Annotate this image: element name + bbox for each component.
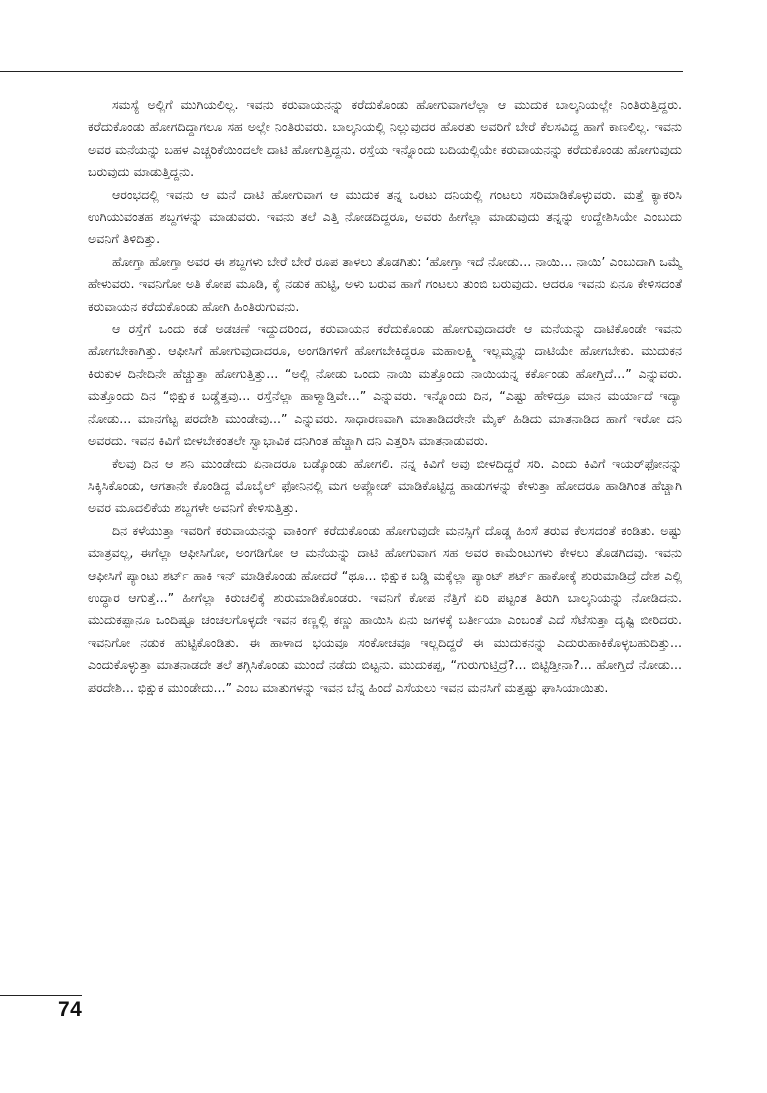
paragraph: ಆರಂಭದಲ್ಲಿ ಇವನು ಆ ಮನೆ ದಾಟಿ ಹೋಗುವಾಗ ಆ ಮುದುಕ ತನ್ನ ಒರಟು ದನಿಯಲ್ಲಿ ಗಂಟಲು ಸರಿಮಾಡಿಕೊಳ್ಳುವರು. ಮತ್ತೆ ಕ್ಯಾಕರಿಸಿ ಉಗಿಯುವಂತಹ ಶಬ್ದಗಳನ್ನು ಮಾಡುವರು. ಇವನು ತಲೆ ಎತ್ತಿ ನೋಡದಿದ್ದರೂ, ಅವರು ಹೀಗೆಲ್ಲಾ ಮಾಡುವುದು ತನ್ನನ್ನು ಉದ್ದೇಶಿಸಿಯೇ ಎಂಬುದು ಅವನಿಗೆ ತಿಳಿದಿತ್ತು.	[88, 186, 682, 247]
paragraph: ಸಮಸ್ಯೆ ಅಲ್ಲಿಗೆ ಮುಗಿಯಲಿಲ್ಲ. ಇವನು ಕರುವಾಯನನ್ನು ಕರೆದುಕೊಂಡು ಹೋಗುವಾಗಲೆಲ್ಲಾ ಆ ಮುದುಕ ಬಾಲ್ಕನಿಯಲ್ಲೇ ನಿಂತಿರುತ್ತಿದ್ದರು. ಕರೆದುಕೊಂಡು ಹೋಗದಿದ್ದಾಗಲೂ ಸಹ ಅಲ್ಲೇ ನಿಂತಿರುವರು. ಬಾಲ್ಕನಿಯಲ್ಲಿ ನಿಲ್ಲುವುದರ ಹೊರತು ಅವರಿಗೆ ಬೇರೆ ಕೆಲಸವಿದ್ದ ಹಾಗೆ ಕಾಣಲಿಲ್ಲ. ಇವನು ಅವರ ಮನೆಯನ್ನು ಬಹಳ ಎಚ್ಚರಿಕೆಯಿಂದಲೇ ದಾಟಿ ಹೋಗುತ್ತಿದ್ದನು. ರಸ್ತೆಯ ಇನ್ನೊಂದು ಬದಿಯಲ್ಲಿಯೇ ಕರುವಾಯನನ್ನು ಕರೆದುಕೊಂಡು ಹೋಗುವುದು ಬರುವುದು ಮಾಡುತ್ತಿದ್ದನು.	[88, 97, 682, 180]
footer-rule	[0, 995, 82, 996]
header-rule	[0, 71, 683, 72]
paragraph: ದಿನ ಕಳೆಯುತ್ತಾ ಇವರಿಗೆ ಕರುವಾಯನನ್ನು ವಾಕಿಂಗ್ ಕರೆದುಕೊಂಡು ಹೋಗುವುದೇ ಮನಸ್ಸಿಗೆ ದೊಡ್ಡ ಹಿಂಸೆ ತರುವ ಕೆಲಸದಂತೆ ಕಂಡಿತು. ಅಷ್ಟು ಮಾತ್ರವಲ್ಲ, ಈಗೆಲ್ಲಾ ಆಫೀಸಿಗೋ, ಅಂಗಡಿಗೋ ಆ ಮನೆಯನ್ನು ದಾಟಿ ಹೋಗುವಾಗ ಸಹ ಅವರ ಕಾಮೆಂಟುಗಳು ಕೇಳಲು ತೊಡಗಿದವು. ಇವನು ಆಫೀಸಿಗೆ ಪ್ಯಾಂಟು ಶರ್ಟ್ ಹಾಕಿ ಇನ್ ಮಾಡಿಕೊಂಡು ಹೋದರೆ “ಥೂ... ಭಿಕ್ಷುಕ ಬಡ್ಡಿ ಮಕ್ಕೆಲ್ಲಾ ಪ್ಯಾಂಟ್ ಶರ್ಟ್ ಹಾಕೋಕ್ಕೆ ಶುರುಮಾಡಿದ್ರೆ ದೇಶ ಎಲ್ಲಿ ಉದ್ಧಾರ ಆಗುತ್ತೆ...” ಹೀಗೆಲ್ಲಾ ಕಿರುಚಲಿಕ್ಕೆ ಶುರುಮಾಡಿಕೊಂಡರು. ಇವನಿಗೆ ಕೋಪ ನೆತ್ತಿಗೆ ಏರಿ ಪಟ್ಟಂತ ತಿರುಗಿ ಬಾಲ್ಕನಿಯನ್ನು ನೋಡಿದನು. ಮುದುಕಪ್ಪಾನೂ ಒಂದಿಷ್ಟೂ ಚಂಚಲಗೊಳ್ಳದೇ ಇವನ ಕಣ್ಣಲ್ಲಿ ಕಣ್ಣು ಹಾಯಿಸಿ ಏನು ಜಗಳಕ್ಕೆ ಬರ್ತೀಯಾ ಎಂಬಂತೆ ಎದೆ ಸೆಟೆಸುತ್ತಾ ದೃಷ್ಟಿ ಬೀರಿದರು. ಇವನಿಗೋ ನಡುಕ ಹುಟ್ಟಿಕೊಂಡಿತು. ಈ ಹಾಳಾದ ಭಯವೂ ಸಂಕೋಚವೂ ಇಲ್ಲದಿದ್ದರೆ ಈ ಮುದುಕನನ್ನು ಎದುರುಹಾಕಿಕೊಳ್ಳಬಹುದಿತ್ತು... ಎಂದುಕೊಳ್ಳುತ್ತಾ ಮಾತನಾಡದೇ ತಲೆ ತಗ್ಗಿಸಿಕೊಂಡು ಮುಂದೆ ನಡೆದು ಬಿಟ್ಟನು. ಮುದುಕಪ್ಪ, “ಗುರುಗುಟ್ತಿದ್ರೆ?... ಬಿಟ್ಟಿಡ್ತೀನಾ?... ಹೋಗ್ತಿದೆ ನೋಡು... ಪರದೇಶಿ... ಭಿಕ್ಷುಕ ಮುಂಡೇದು...” ಎಂಬ ಮಾತುಗಳನ್ನು ಇವನ ಬೆನ್ನ ಹಿಂದೆ ಎಸೆಯಲು ಇವನ ಮನಸಿಗೆ ಮತ್ತಷ್ಟು ಘಾಸಿಯಾಯಿತು.	[88, 522, 682, 695]
text-body	[88, 94, 682, 699]
paragraph: ಹೋಗ್ತಾ ಹೋಗ್ತಾ ಅವರ ಈ ಶಬ್ದಗಳು ಬೇರೆ ಬೇರೆ ರೂಪ ತಾಳಲು ತೊಡಗಿತು: ‘ಹೋಗ್ತಾ ಇದೆ ನೋಡು... ನಾಯಿ... ನಾಯಿ’ ಎಂಬುದಾಗಿ ಒಮ್ಮೆ ಹೇಳುವರು. ಇವನಿಗೋ ಅತಿ ಕೋಪ ಮೂಡಿ, ಕೈ ನಡುಕ ಹುಟ್ಟಿ, ಅಳು ಬರುವ ಹಾಗೆ ಗಂಟಲು ತುಂಬಿ ಬರುವುದು. ಆದರೂ ಇವನು ಏನೂ ಕೇಳಿಸದಂತೆ ಕರುವಾಯನ ಕರೆದುಕೊಂಡು ಹೋಗಿ ಹಿಂತಿರುಗುವನು.	[88, 253, 682, 314]
page-number: 74	[58, 998, 83, 1021]
paragraph: ಆ ರಸ್ತೆಗೆ ಒಂದು ಕಡೆ ಅಡಚಣೆ ಇದ್ದುದರಿಂದ, ಕರುವಾಯನ ಕರೆದುಕೊಂಡು ಹೋಗುವುದಾದರೇ ಆ ಮನೆಯನ್ನು ದಾಟಿಕೊಂಡೇ ಇವನು ಹೋಗಬೇಕಾಗಿತ್ತು. ಆಫೀಸಿಗೆ ಹೋಗುವುದಾದರೂ, ಅಂಗಡಿಗಳಿಗೆ ಹೋಗಬೇಕಿದ್ದರೂ ಮಹಾಲಕ್ಷ್ಮಿ ಇಲ್ಲಮ್ಮನ್ನು ದಾಟಿಯೇ ಹೋಗಬೇಕು. ಮುದುಕನ ಕಿರುಕುಳ ದಿನೇದಿನೇ ಹೆಚ್ಚುತ್ತಾ ಹೋಗುತ್ತಿತ್ತು... “ಅಲ್ಲಿ ನೋಡು ಒಂದು ನಾಯಿ ಮತ್ತೊಂದು ನಾಯಿಯನ್ನ ಕರ್ಕೊಂಡು ಹೋಗ್ತಿದೆ...” ಎನ್ನುವರು. ಮತ್ತೊಂದು ದಿನ “ಭಿಕ್ಷುಕ ಬಡ್ಡೆತ್ತವು... ರಸ್ತೆನೆಲ್ಲಾ ಹಾಳ್ಮಾಡ್ತಿವೇ...” ಎನ್ನುವರು. ಇನ್ನೊಂದು ದಿನ, “ಎಷ್ಟು ಹೇಳಿದ್ರೂ ಮಾನ ಮರ್ಯಾದೆ ಇದ್ಯಾ ನೋಡು... ಮಾನಗೆಟ್ಟ ಪರದೇಶಿ ಮುಂಡೇವು...” ಎನ್ನುವರು. ಸಾಧಾರಣವಾಗಿ ಮಾತಾಡಿದರೇನೇ ಮೈಕ್ ಹಿಡಿದು ಮಾತನಾಡಿದ ಹಾಗೆ ಇರೋ ದನಿ ಅವರದು. ಇವನ ಕಿವಿಗೆ ಬೀಳಬೇಕಂತಲೇ ಸ್ವಾಭಾವಿಕ ದನಿಗಿಂತ ಹೆಚ್ಚಾಗಿ ದನಿ ಎತ್ತರಿಸಿ ಮಾತನಾಡುವರು.	[88, 321, 682, 449]
paragraph: ಕೆಲವು ದಿನ ಆ ಶನಿ ಮುಂಡೇದು ಏನಾದರೂ ಬಡ್ಕೊಂಡು ಹೋಗಲಿ. ನನ್ನ ಕಿವಿಗೆ ಅವು ಬೀಳದಿದ್ದರೆ ಸರಿ. ಎಂದು ಕಿವಿಗೆ ಇಯರ್‌ಫೋನನ್ನು ಸಿಕ್ಕಿಸಿಕೊಂಡು, ಆಗತಾನೇ ಕೊಂಡಿದ್ದ ಮೊಬೈಲ್ ಫೋನಿನಲ್ಲಿ ಮಗ ಅಪ್ಲೋಡ್ ಮಾಡಿಕೊಟ್ಟಿದ್ದ ಹಾಡುಗಳನ್ನು ಕೇಳುತ್ತಾ ಹೋದರೂ ಹಾಡಿಗಿಂತ ಹೆಚ್ಚಾಗಿ ಅವರ ಮೂದಲಿಕೆಯ ಶಬ್ದಗಳೇ ಅವನಿಗೆ ಕೇಳಿಸುತ್ತಿತ್ತು.	[88, 455, 682, 516]
